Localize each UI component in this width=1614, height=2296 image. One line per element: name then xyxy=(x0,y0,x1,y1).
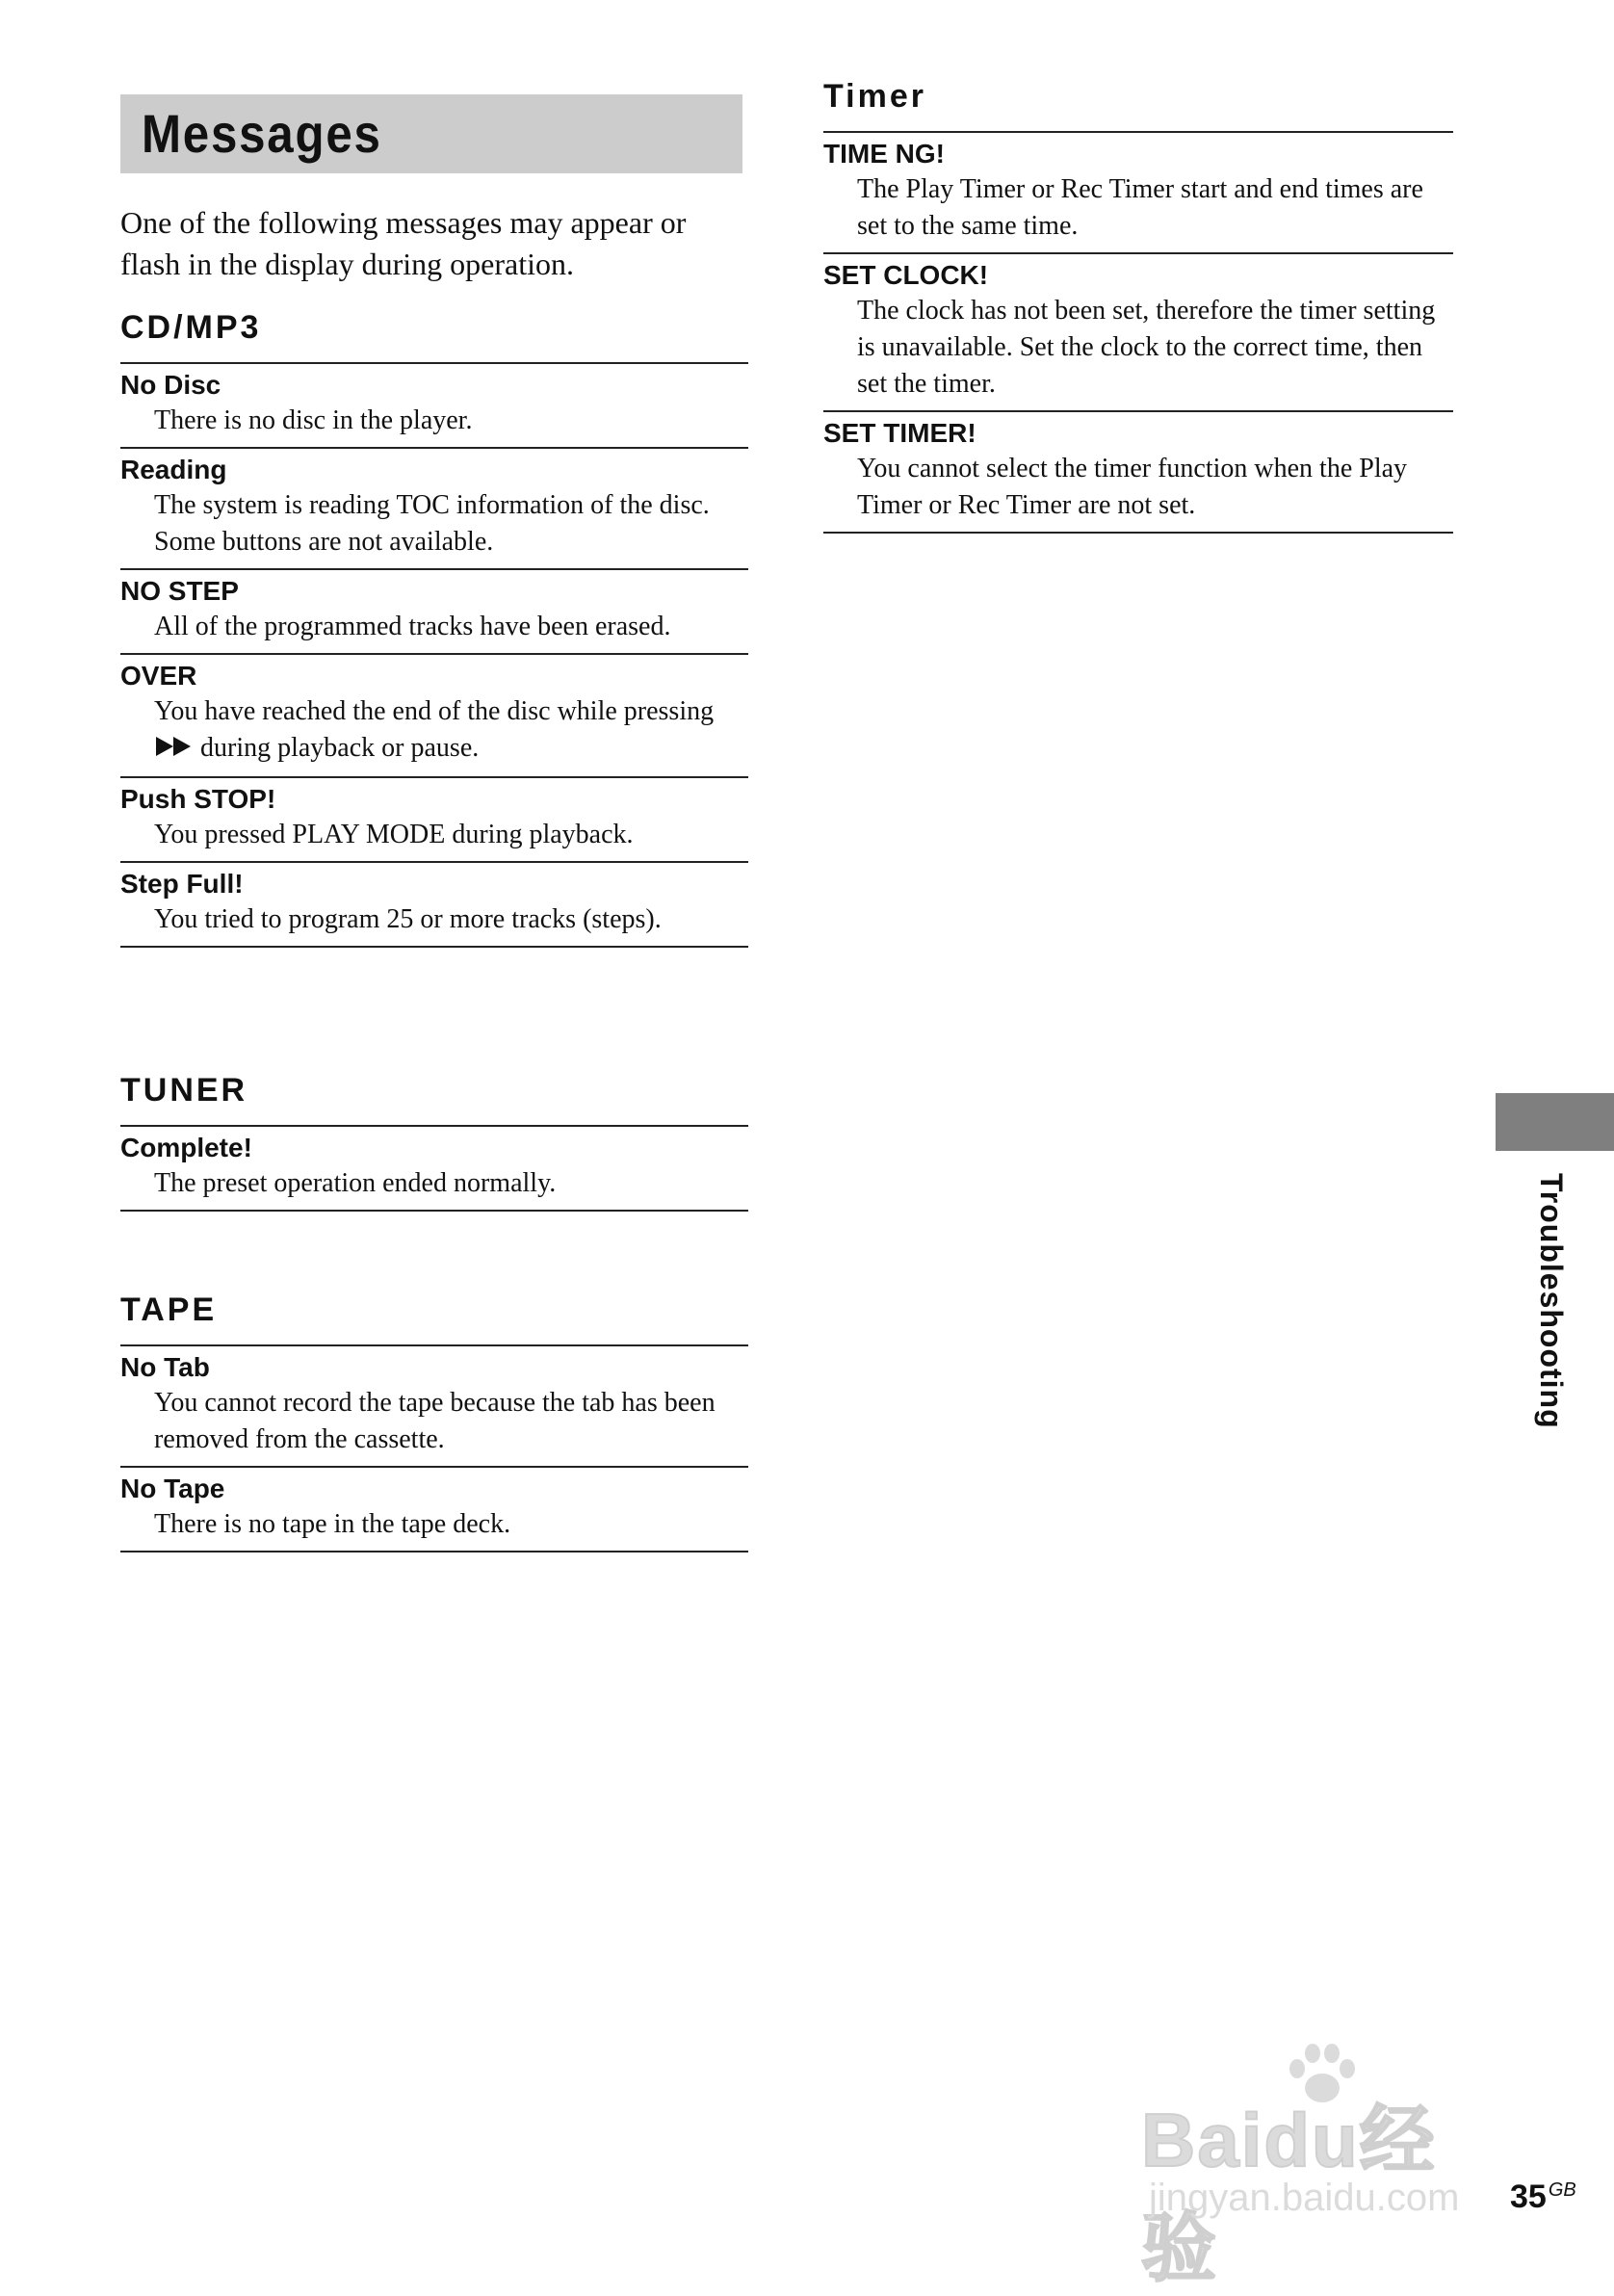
message-description: The Play Timer or Rec Timer start and end times are set to the same time. xyxy=(857,174,1423,241)
message-entry-set-clock xyxy=(823,252,1453,410)
side-tab-marker xyxy=(1496,1093,1614,1151)
message-entry-reading xyxy=(120,447,748,568)
section-title: CD/MP3 xyxy=(120,309,262,346)
section-divider xyxy=(120,946,748,948)
message-description-prefix: You have reached the end of the disc while pressing xyxy=(154,696,715,726)
message-description: There is no disc in the player. xyxy=(154,405,473,435)
message-entry-complete xyxy=(120,1125,748,1210)
message-description: There is no tape in the tape deck. xyxy=(154,1509,511,1539)
message-description: All of the programmed tracks have been erased. xyxy=(154,612,671,641)
message-title: No Disc xyxy=(120,370,221,400)
fast-forward-icon xyxy=(154,732,196,769)
page-title-box xyxy=(120,94,742,173)
section-cd-mp3 xyxy=(120,308,748,948)
section-divider xyxy=(120,1210,748,1212)
message-entry-time-ng xyxy=(823,131,1453,252)
section-timer xyxy=(823,77,1453,534)
message-title: No Tab xyxy=(120,1352,210,1382)
watermark-url: jingyan.baidu.com xyxy=(1149,2177,1460,2219)
message-entry-push-stop xyxy=(120,776,748,861)
message-title: Complete! xyxy=(120,1133,252,1162)
message-entry-no-step xyxy=(120,568,748,653)
section-title: TAPE xyxy=(120,1292,218,1328)
message-title: Reading xyxy=(120,455,227,484)
message-title: Push STOP! xyxy=(120,784,276,814)
section-title: TUNER xyxy=(120,1072,248,1109)
message-description: You cannot select the timer function when the Play Timer or Rec Timer are not set. xyxy=(857,454,1408,520)
intro-text: One of the following messages may appear or flash in the display during operation. xyxy=(120,205,687,281)
message-description: The clock has not been set, therefore the timer setting is unavailable. Set the clock to the correct time, then set the timer. xyxy=(857,296,1436,399)
page-number xyxy=(1510,2179,1576,2216)
message-entry-no-tab xyxy=(120,1344,748,1466)
section-tuner xyxy=(120,1071,748,1212)
page-number-suffix: GB xyxy=(1548,2179,1576,2201)
watermark-brand: Baidu经验 xyxy=(1141,2098,1437,2290)
message-description: The preset operation ended normally. xyxy=(154,1168,557,1198)
page-title: Messages xyxy=(142,103,382,164)
section-title: Timer xyxy=(823,78,926,115)
message-entry-step-full xyxy=(120,861,748,946)
section-tape xyxy=(120,1291,748,1552)
message-title: SET CLOCK! xyxy=(823,260,989,290)
message-entry-set-timer xyxy=(823,410,1453,532)
message-description: You pressed PLAY MODE during playback. xyxy=(154,820,634,849)
page-number-value: 35 xyxy=(1510,2179,1547,2215)
message-title: SET TIMER! xyxy=(823,418,976,448)
message-title: Step Full! xyxy=(120,869,244,899)
message-entry-over xyxy=(120,653,748,776)
watermark xyxy=(1141,2042,1507,2290)
message-title: No Tape xyxy=(120,1474,225,1503)
section-divider xyxy=(823,532,1453,534)
message-entry-no-tape xyxy=(120,1466,748,1551)
message-title: OVER xyxy=(120,661,197,691)
message-description: You cannot record the tape because the tab has been removed from the cassette. xyxy=(154,1388,716,1454)
side-tab-label: Troubleshooting xyxy=(1534,1173,1569,1429)
message-description: You tried to program 25 or more tracks (steps). xyxy=(154,904,662,934)
message-description-suffix: during playback or pause. xyxy=(200,733,480,763)
message-title: TIME NG! xyxy=(823,139,945,169)
section-divider xyxy=(120,1551,748,1552)
message-description: The system is reading TOC information of the disc. Some buttons are not available. xyxy=(154,490,710,557)
message-description xyxy=(120,693,748,769)
message-title: NO STEP xyxy=(120,576,239,606)
message-entry-no-disc xyxy=(120,362,748,447)
